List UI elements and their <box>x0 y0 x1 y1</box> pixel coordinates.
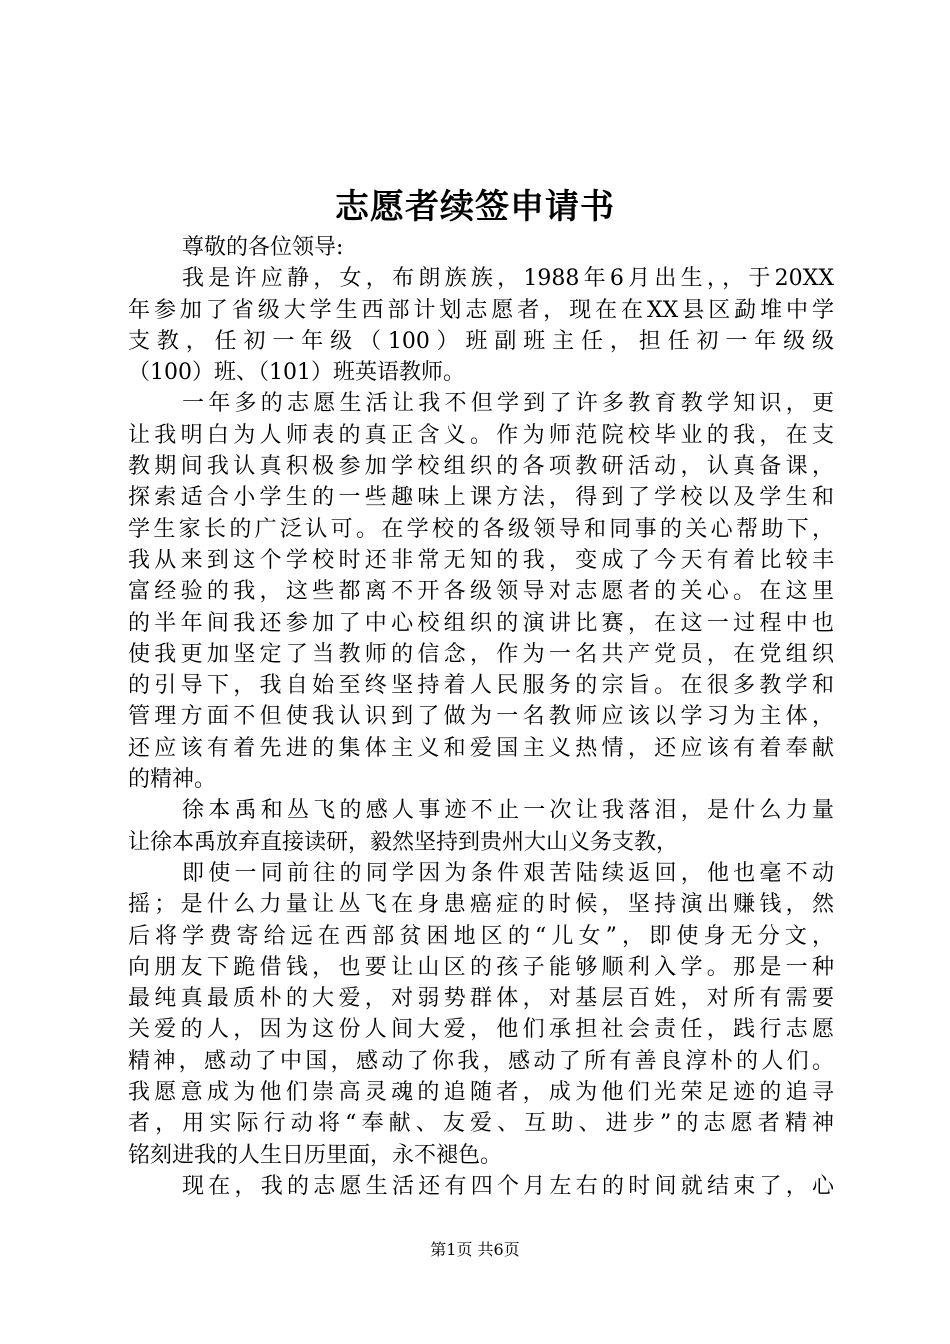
body-line: 我愿意成为他们崇高灵魂的追随者，成为他们光荣足迹的追寻 <box>128 1080 834 1106</box>
body-line: 的引导下，我自始至终坚持着人民服务的宗旨。在很多教学和 <box>128 673 834 699</box>
body-line: 我是许应静，女，布朗族族，1988年6月出生，，于20XX <box>182 266 834 292</box>
body-line: 即使一同前往的同学因为条件艰苦陆续返回，他也毫不动 <box>182 860 834 886</box>
body-line: 让我明白为人师表的真正含义。作为师范院校毕业的我，在支 <box>128 422 834 448</box>
body-line: 后将学费寄给远在西部贫困地区的“儿女”，即使身无分文， <box>128 923 834 949</box>
body-line: 的精神。 <box>128 767 217 793</box>
body-line: 一年多的志愿生活让我不但学到了许多教育教学知识，更 <box>182 391 834 417</box>
body-line: 还应该有着先进的集体主义和爱国主义热情，还应该有着奉献 <box>128 735 834 761</box>
document-body <box>128 232 834 1202</box>
body-line: （100）班、（101）班英语教师。 <box>128 360 465 386</box>
body-line: 铭刻进我的人生日历里面，永不褪色。 <box>128 1142 503 1168</box>
body-line: 我从来到这个学校时还非常无知的我，变成了今天有着比较丰 <box>128 547 834 573</box>
body-line: 教期间我认真积极参加学校组织的各项教研活动，认真备课， <box>128 454 834 480</box>
page-footer: 第1页 共6页 <box>430 1240 520 1259</box>
body-line: 者，用实际行动将“奉献、友爱、互助、进步”的志愿者精神 <box>128 1111 834 1137</box>
body-line: 支教，任初一年级（100）班副班主任，担任初一年级级 <box>128 328 834 354</box>
body-line: 徐本禹和丛飞的感人事迹不止一次让我落泪，是什么力量 <box>182 798 834 824</box>
body-line: 的半年间我还参加了中心校组织的演讲比赛，在这一过程中也 <box>128 610 834 636</box>
body-line: 年参加了省级大学生西部计划志愿者，现在在XX县区勐堆中学 <box>128 297 834 323</box>
body-line: 向朋友下跪借钱，也要让山区的孩子能够顺利入学。那是一种 <box>128 954 834 980</box>
body-line: 富经验的我，这些都离不开各级领导对志愿者的关心。在这里 <box>128 579 834 605</box>
body-line: 现在，我的志愿生活还有四个月左右的时间就结束了，心 <box>182 1173 834 1199</box>
body-line: 精神，感动了中国，感动了你我，感动了所有善良淳朴的人们。 <box>128 1048 834 1074</box>
body-line: 关爱的人，因为这份人间大爱，他们承担社会责任，践行志愿 <box>128 1017 834 1043</box>
body-line: 学生家长的广泛认可。在学校的各级领导和同事的关心帮助下， <box>128 516 834 542</box>
document-title: 志愿者续签申请书 <box>335 187 615 227</box>
body-line: 探索适合小学生的一些趣味上课方法，得到了学校以及学生和 <box>128 485 834 511</box>
body-line: 摇；是什么力量让丛飞在身患癌症的时候，坚持演出赚钱，然 <box>128 892 834 918</box>
body-line: 使我更加坚定了当教师的信念，作为一名共产党员，在党组织 <box>128 641 834 667</box>
body-line: 让徐本禹放弃直接读研，毅然坚持到贵州大山义务支教， <box>128 829 679 855</box>
body-line: 管理方面不但使我认识到了做为一名教师应该以学习为主体， <box>128 704 834 730</box>
body-line: 最纯真最质朴的大爱，对弱势群体，对基层百姓，对所有需要 <box>128 986 834 1012</box>
salutation: 尊敬的各位领导: <box>182 235 344 260</box>
